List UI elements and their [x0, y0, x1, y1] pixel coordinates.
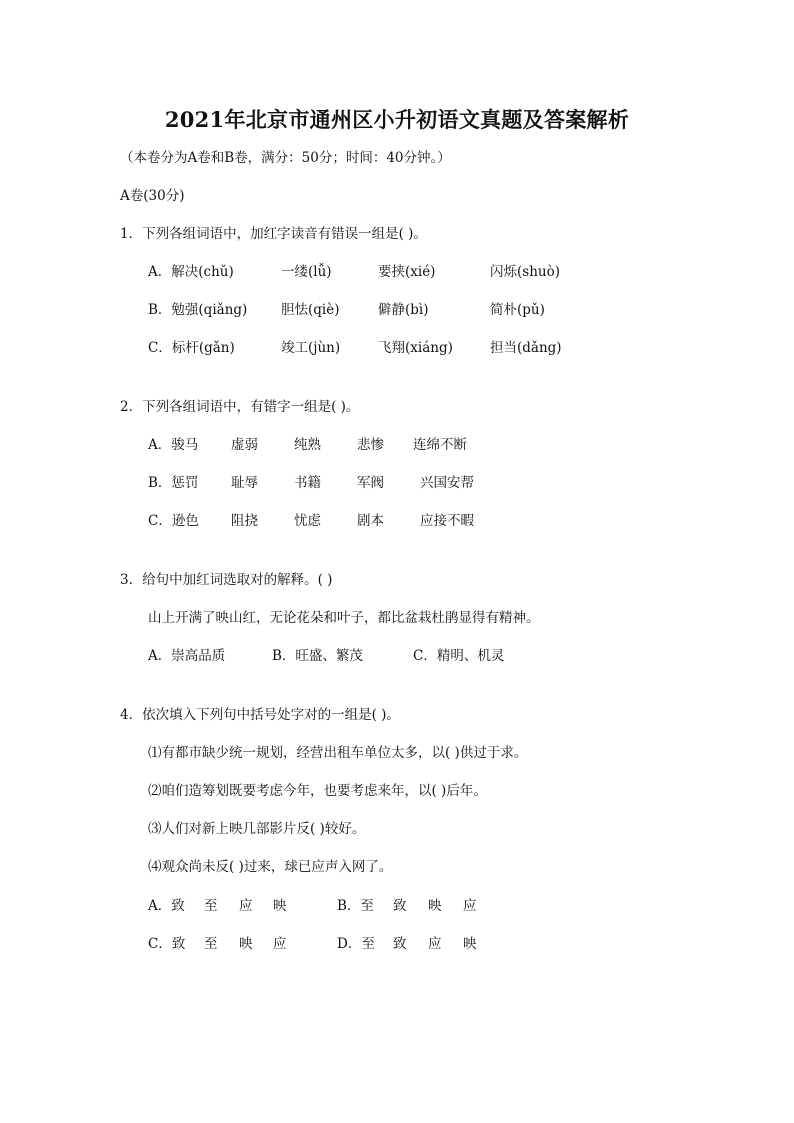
q4-option-b-1: B．至 — [337, 898, 374, 914]
q2-option-a-2: 虚弱 — [231, 437, 258, 453]
q2-option-a-5: 连绵不断 — [413, 437, 467, 453]
q4-option-c-3: 映 — [239, 936, 253, 952]
question-1-stem: 1．下列各组词语中，加红字读音有错误一组是( )。 — [120, 226, 427, 242]
q4-option-a-4: 映 — [273, 898, 287, 914]
q3-option-a: A．崇高品质 — [148, 648, 226, 664]
q1-option-b-2: 胆怯(qiè) — [281, 302, 340, 318]
q2-option-b-1: B．惩罚 — [148, 475, 199, 491]
q4-option-a-2: 至 — [204, 898, 218, 914]
question-4-stem: 4．依次填入下列句中括号处字对的一组是( )。 — [120, 707, 400, 723]
q2-option-c-5: 应接不暇 — [420, 513, 474, 529]
q1-option-c-4: 担当(dǎng) — [490, 340, 562, 356]
q4-option-d-3: 应 — [428, 936, 442, 952]
q4-option-b-2: 致 — [393, 898, 407, 914]
question-2-stem: 2．下列各组词语中，有错字一组是( )。 — [120, 399, 360, 415]
q4-option-d-1: D．至 — [337, 936, 375, 952]
question-4-item-4: ⑷观众尚未反( )过来，球已应声入网了。 — [148, 859, 393, 875]
q4-option-d-2: 致 — [393, 936, 407, 952]
q4-option-b-3: 映 — [428, 898, 442, 914]
q4-option-c-4: 应 — [273, 936, 287, 952]
q1-option-a-4: 闪烁(shuò) — [490, 264, 560, 280]
q1-option-a-2: 一缕(lǚ) — [281, 264, 332, 280]
q4-option-c-2: 至 — [204, 936, 218, 952]
q2-option-a-1: A．骏马 — [148, 437, 199, 453]
q2-option-a-3: 纯熟 — [294, 437, 321, 453]
q4-option-a-3: 应 — [239, 898, 253, 914]
page-title: 2021年北京市通州区小升初语文真题及答案解析 — [164, 107, 630, 132]
question-4-item-3: ⑶人们对新上映几部影片反( )较好。 — [148, 821, 366, 837]
q4-option-b-4: 应 — [463, 898, 477, 914]
q1-option-b-4: 简朴(pǔ) — [490, 302, 545, 318]
q1-option-b-1: B．勉强(qiǎng) — [148, 302, 248, 318]
q1-option-c-1: C．标杆(gǎn) — [148, 340, 235, 356]
q2-option-c-2: 阻挠 — [231, 513, 258, 529]
q2-option-b-4: 军阀 — [357, 475, 384, 491]
q4-option-d-4: 映 — [463, 936, 477, 952]
q2-option-b-2: 耻辱 — [231, 475, 258, 491]
q2-option-b-5: 兴国安帮 — [420, 475, 474, 491]
section-a-heading: A卷(30分) — [120, 188, 185, 204]
q2-option-c-4: 剧本 — [357, 513, 384, 529]
q4-option-a-1: A．致 — [148, 898, 185, 914]
question-3-stem: 3．给句中加红词选取对的解释。( ) — [120, 572, 333, 588]
q1-option-c-3: 飞翔(xiáng) — [378, 340, 453, 356]
q2-option-c-3: 忧虑 — [294, 513, 321, 529]
q2-option-a-4: 悲惨 — [357, 437, 384, 453]
q2-option-b-3: 书籍 — [294, 475, 321, 491]
q1-option-c-2: 竣工(jùn) — [281, 340, 341, 356]
q2-option-c-1: C．逊色 — [148, 513, 199, 529]
q3-option-c: C．精明、机灵 — [413, 648, 505, 664]
question-4-item-1: ⑴有都市缺少统一规划，经营出租车单位太多，以( )供过于求。 — [148, 745, 528, 761]
q4-option-c-1: C．致 — [148, 936, 186, 952]
question-3-sentence: 山上开满了映山红，无论花朵和叶子，都比盆栽杜鹃显得有精神。 — [148, 610, 540, 626]
q1-option-b-3: 僻静(bì) — [378, 302, 429, 318]
exam-note: （本卷分为A卷和B卷，满分：50分；时间：40分钟。） — [120, 150, 451, 166]
q1-option-a-1: A．解决(chǔ) — [148, 264, 234, 280]
question-4-item-2: ⑵咱们造筹划既要考虑今年，也要考虑来年，以( )后年。 — [148, 783, 487, 799]
q3-option-b: B．旺盛、繁茂 — [272, 648, 363, 664]
q1-option-a-3: 要挟(xié) — [378, 264, 436, 280]
